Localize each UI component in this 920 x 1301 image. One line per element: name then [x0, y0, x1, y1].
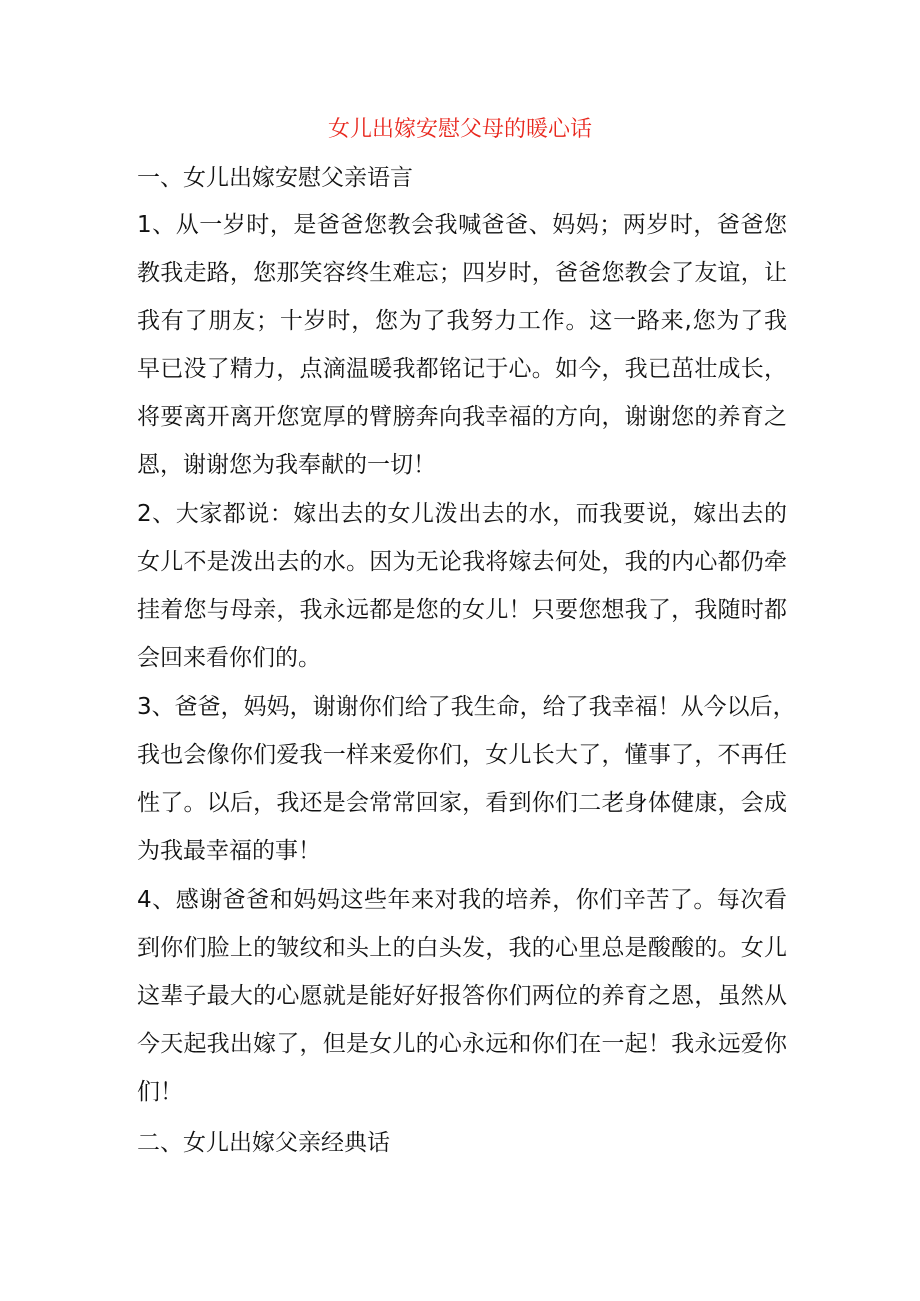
paragraph-line: 我也会像你们爱我一样来爱你们，女儿长大了，懂事了，不再任: [137, 742, 787, 768]
paragraph-3: [137, 683, 796, 875]
paragraph-line: 这辈子最大的心愿就是能好好报答你们两位的养育之恩，虽然从: [137, 983, 787, 1009]
paragraph-line: 今天起我出嫁了，但是女儿的心永远和你们在一起！我永远爱你: [137, 1031, 787, 1057]
paragraph-line: 们！: [137, 1079, 183, 1105]
paragraph-line: 到你们脸上的皱纹和头上的白头发，我的心里总是酸酸的。女儿: [137, 935, 787, 961]
document-title: 女儿出嫁安慰父母的暖心话: [327, 117, 592, 142]
paragraph-4: [137, 876, 787, 1116]
paragraph-line: 2、大家都说：嫁出去的女儿泼出去的水，而我要说，嫁出去的: [137, 501, 787, 527]
paragraph-line: 早已没了精力，点滴温暖我都铭记于心。如今，我已茁壮成长，: [137, 356, 787, 382]
paragraph-line: 女儿不是泼出去的水。因为无论我将嫁去何处，我的内心都仍牵: [137, 549, 787, 575]
paragraph-line: 为我最幸福的事！: [137, 838, 321, 864]
paragraph-line: 将要离开离开您宽厚的臂膀奔向我幸福的方向，谢谢您的养育之: [137, 404, 787, 430]
paragraph-line: 恩，谢谢您为我奉献的一切！: [137, 452, 436, 478]
paragraph-2: [137, 490, 787, 682]
paragraph-line: 会回来看你们的。: [137, 645, 321, 671]
paragraph-line: 3、爸爸，妈妈，谢谢你们给了我生命，给了我幸福！从今以后，: [137, 694, 796, 720]
paragraph-1: [137, 201, 787, 489]
paragraph-line: 教我走路，您那笑容终生难忘；四岁时，爸爸您教会了友谊，让: [137, 260, 787, 286]
paragraph-line: 4、感谢爸爸和妈妈这些年来对我的培养，你们辛苦了。每次看: [137, 887, 787, 913]
paragraph-line: 1、从一岁时，是爸爸您教会我喊爸爸、妈妈；两岁时，爸爸您: [137, 212, 787, 238]
paragraph-line: 我有了朋友；十岁时，您为了我努力工作。这一路来,您为了我: [137, 308, 787, 334]
section-heading-2: 二、女儿出嫁父亲经典话: [137, 1130, 390, 1156]
section-heading-1: 一、女儿出嫁安慰父亲语言: [137, 165, 413, 191]
paragraph-line: 性了。以后，我还是会常常回家，看到你们二老身体健康，会成: [137, 790, 787, 816]
paragraph-line: 挂着您与母亲，我永远都是您的女儿！只要您想我了，我随时都: [137, 597, 787, 623]
